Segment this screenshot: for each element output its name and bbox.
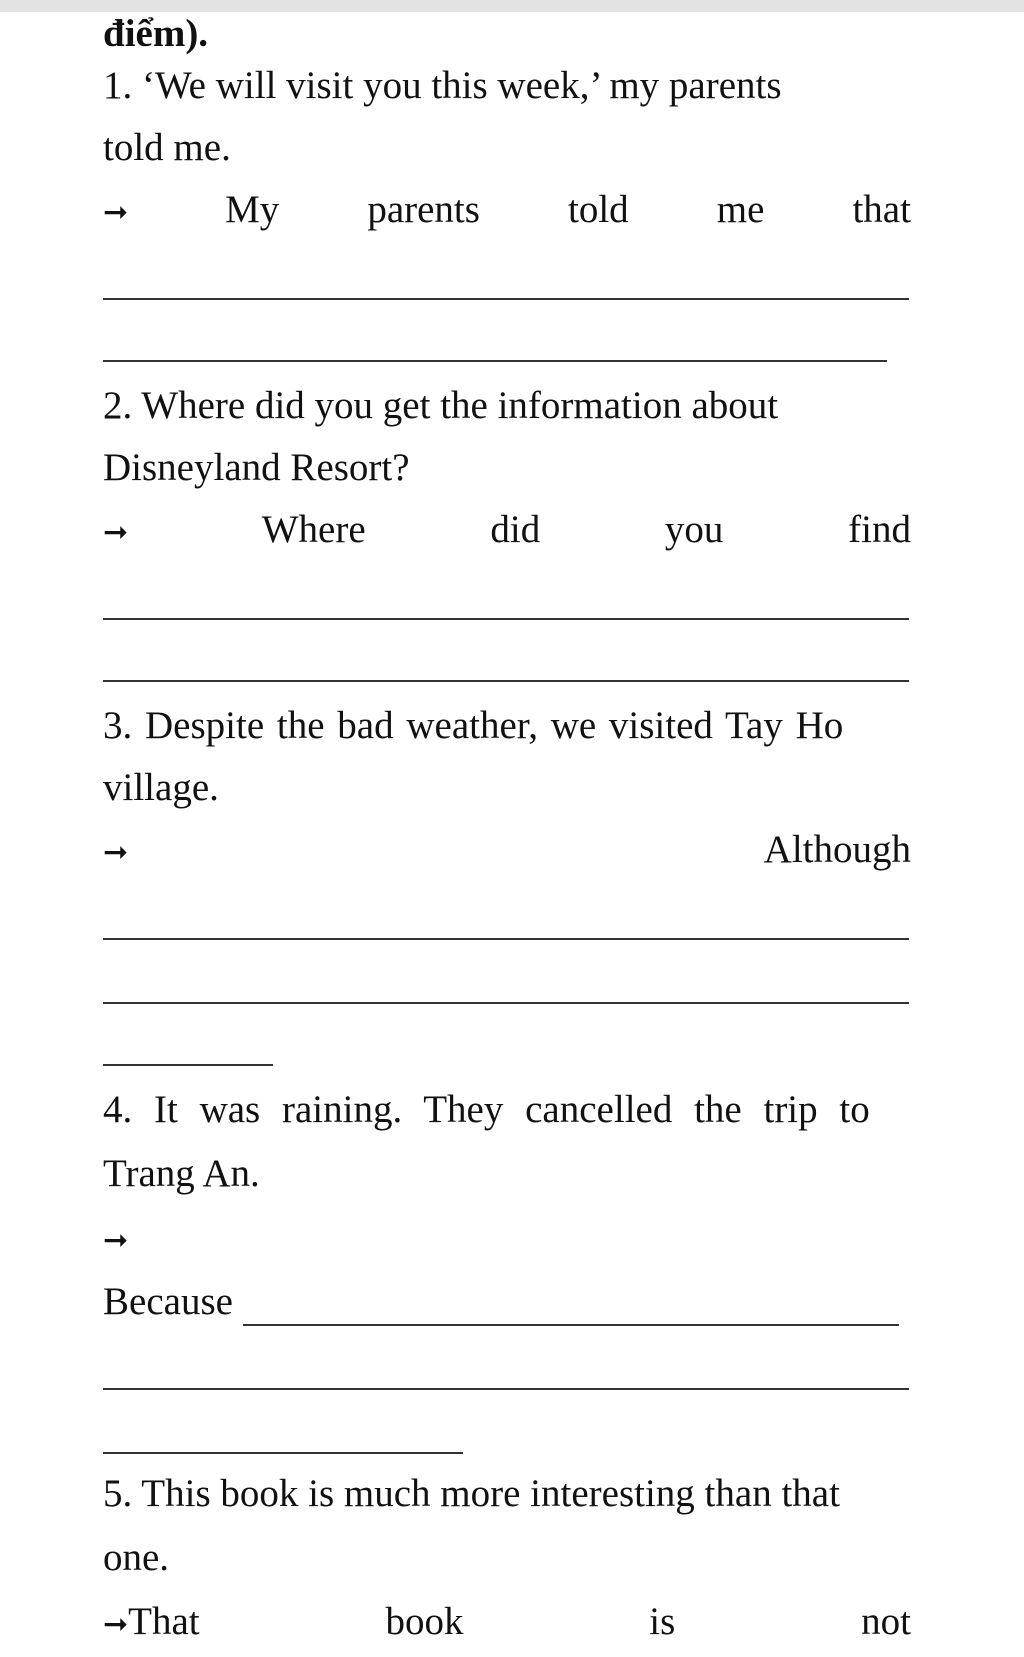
question-4-prompt-cont: Trang An. (103, 1152, 260, 1195)
question-2-answer-start (103, 498, 911, 565)
answer-word: Where (261, 508, 366, 551)
answer-line[interactable] (103, 1388, 909, 1390)
answer-word-with-arrow (103, 1590, 200, 1657)
answer-word: parents (367, 188, 480, 231)
question-3-prompt-cont: village. (103, 766, 219, 809)
arrow-icon: ➞ (103, 1607, 129, 1642)
question-1-prompt: 1. ‘We will visit you this week,’ my parents (103, 64, 782, 107)
answer-line[interactable] (103, 680, 909, 682)
answer-line[interactable] (103, 1002, 909, 1004)
answer-line[interactable] (103, 1064, 273, 1066)
answer-word: not (861, 1600, 911, 1643)
answer-word: That (128, 1600, 200, 1643)
question-5-answer-start (103, 1590, 911, 1657)
answer-line[interactable] (103, 938, 909, 940)
answer-word: Although (763, 828, 911, 871)
question-1-prompt-cont: told me. (103, 126, 231, 169)
question-4-arrow (103, 1206, 137, 1273)
answer-word: is (649, 1600, 676, 1643)
question-5-prompt-cont: one. (103, 1536, 170, 1579)
answer-word: you (664, 508, 724, 551)
question-1-answer-start (103, 178, 911, 245)
arrow-icon: ➞ (103, 1223, 129, 1258)
question-4-prompt: 4. It was raining. They cancelled the trip to (103, 1088, 870, 1131)
question-2-prompt: 2. Where did you get the information about (103, 384, 779, 427)
question-3-answer-start (103, 818, 911, 885)
question-3-prompt (103, 694, 911, 758)
answer-word: told (568, 188, 629, 231)
answer-word: book (385, 1600, 464, 1643)
answer-word: me (716, 188, 765, 231)
arrow-icon: ➞ (103, 195, 129, 230)
answer-word: My (225, 188, 280, 231)
arrow-icon: ➞ (103, 835, 129, 870)
answer-line[interactable] (243, 1324, 899, 1326)
question-3-prompt-text: 3. Despite the bad weather, we visited Tay Ho (103, 704, 844, 747)
section-heading-fragment: điểm). (103, 12, 209, 55)
answer-line[interactable] (103, 360, 887, 362)
answer-line[interactable] (103, 1452, 463, 1454)
answer-word: find (848, 508, 911, 551)
answer-word: did (490, 508, 541, 551)
question-2-prompt-cont: Disneyland Resort? (103, 446, 410, 489)
answer-line[interactable] (103, 298, 909, 300)
answer-word: that (852, 188, 911, 231)
question-4-answer-start: Because (103, 1280, 233, 1323)
answer-line[interactable] (103, 618, 909, 620)
arrow-icon: ➞ (103, 515, 129, 550)
question-5-prompt: 5. This book is much more interesting than that (103, 1472, 840, 1515)
